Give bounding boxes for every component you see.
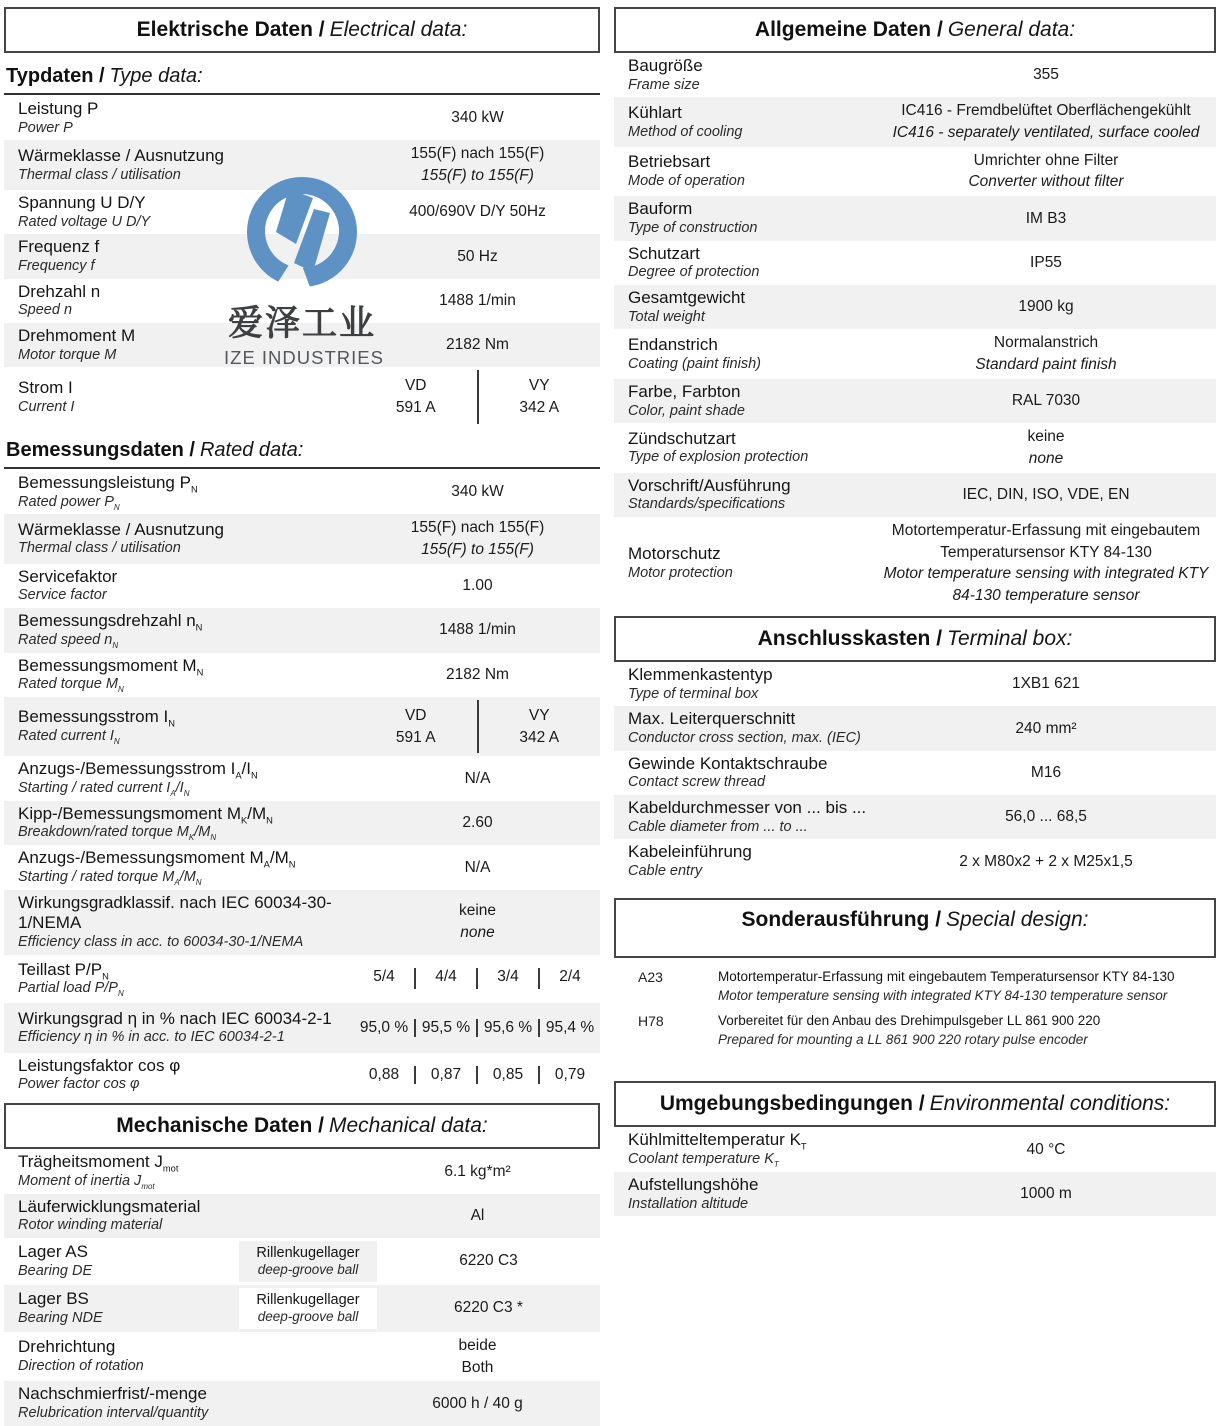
rated-current-table <box>355 700 600 753</box>
label-en: Type of explosion protection <box>628 449 809 466</box>
value: 2.60 <box>462 814 493 832</box>
label-en: Thermal class / utilisation <box>18 540 181 557</box>
label-en: Color, paint shade <box>628 402 745 419</box>
option-code: A23 <box>638 968 663 985</box>
data-row <box>614 196 1216 240</box>
section-header-environmental: Umgebungsbedingungen / Environmental conditions: <box>614 1081 1216 1127</box>
label-de: Gesamtgewicht <box>628 288 746 308</box>
mechanical-section <box>4 1149 600 1426</box>
data-row <box>614 795 1216 839</box>
label-de: Läuferwicklungsmaterial <box>18 1196 201 1216</box>
data-row <box>4 608 600 652</box>
bearing-value: 6220 C3 * <box>454 1299 523 1317</box>
value: Al <box>470 1206 485 1224</box>
label-en: Relubrication interval/quantity <box>18 1405 209 1422</box>
section-header-special-design: Sonderausführung / Special design: <box>614 898 1216 958</box>
label-en: Bearing DE <box>18 1263 93 1279</box>
label-en: Starting / rated current $I_A/I_N$ <box>18 780 190 798</box>
data-row <box>614 662 1216 706</box>
label-en: Rated torque $M_N$ <box>18 676 124 695</box>
label-en: Efficiency η in % in acc. to IEC 60034-2-1 <box>18 1029 285 1046</box>
option-text-de: Vorbereitet für den Anbau des Drehimpulsgeber LL 861 900 220 <box>718 1012 1101 1028</box>
data-row <box>614 706 1216 750</box>
left-column <box>4 7 600 1422</box>
data-row <box>614 379 1216 423</box>
label-de: Kabeldurchmesser von ... bis ... <box>628 798 867 818</box>
bearing-row <box>4 1285 600 1332</box>
option-text-en: Motor temperature sensing with integrated KTY 84-130 temperature sensor <box>718 987 1168 1003</box>
data-row <box>614 147 1216 196</box>
label-en: Moment of inertia $J_{mot}$ <box>18 1172 155 1191</box>
value: keine none <box>1027 428 1065 467</box>
data-row <box>614 1127 1216 1171</box>
data-row <box>614 53 1216 97</box>
label-de: Bemessungsleistung $P_N$ <box>18 472 198 495</box>
subsection-title-typdaten: Typdaten / Type data: <box>4 53 600 95</box>
data-row <box>614 839 1216 883</box>
value: 56,0 ... 68,5 <box>1005 808 1087 826</box>
value: 6.1 kg*m² <box>444 1162 511 1180</box>
label-en: Service factor <box>18 587 107 604</box>
label-de: Anzugs-/Bemessungsstrom $I_A/I_N$ <box>18 759 258 781</box>
value: IM B3 <box>1025 209 1067 227</box>
mechanical-rows <box>4 1149 600 1426</box>
value: 40 °C <box>1026 1140 1066 1158</box>
section-header-general: Allgemeine Daten / General data: <box>614 7 1216 53</box>
label-en: Frame size <box>628 76 700 93</box>
current-col-vy: VY 342 A <box>477 370 601 423</box>
right-column <box>614 7 1216 1322</box>
current-col-vd: VD 591 A <box>395 706 436 746</box>
data-row <box>4 140 600 189</box>
label-de: Frequenz f <box>18 237 100 257</box>
label-de: Bauform <box>628 199 693 219</box>
label-en: Current I <box>18 398 75 415</box>
label-de: Bemessungsmoment $M_N$ <box>18 655 204 677</box>
value: IEC, DIN, ISO, VDE, EN <box>962 485 1130 503</box>
row-current <box>4 367 600 426</box>
value: Normalanstrich Standard paint finish <box>975 334 1117 374</box>
bearing-type: Rillenkugellager deep-groove ball <box>239 1241 377 1282</box>
label-de: Schutzart <box>628 243 700 263</box>
value: beide Both <box>458 1336 497 1376</box>
section-header-terminal-box: Anschlusskasten / Terminal box: <box>614 616 1216 662</box>
label-de: Wirkungsgrad η in % nach IEC 60034-2-1 <box>18 1008 332 1028</box>
label-de: Drehrichtung <box>18 1337 116 1357</box>
label-de: Kühlmitteltemperatur $K_T$ <box>628 1130 807 1152</box>
label-de: Leistung P <box>18 99 99 118</box>
label-en: Partial load $P/P_N$ <box>18 980 124 999</box>
data-row <box>614 285 1216 329</box>
data-row <box>614 97 1216 146</box>
value: N/A <box>464 858 491 876</box>
label-en: Starting / rated torque $M_A/M_N$ <box>18 868 202 887</box>
value: 6000 h / 40 g <box>432 1394 523 1412</box>
data-row <box>4 845 600 889</box>
value: 2 x M80x2 + 2 x M25x1,5 <box>959 852 1133 870</box>
data-row <box>4 653 600 697</box>
data-row <box>4 323 600 367</box>
label-en: Breakdown/rated torque $M_K/M_N$ <box>18 824 217 843</box>
efficiency-row <box>4 1003 600 1053</box>
option-text-de: Motortemperatur-Erfassung mit eingebautem Temperatursensor KTY 84-130 <box>718 968 1175 984</box>
label-en: Mode of operation <box>628 173 745 189</box>
value: 240 mm² <box>1015 719 1077 737</box>
label-de: Teillast $P/P_N$ <box>18 959 109 981</box>
power-factor-row <box>4 1053 600 1097</box>
value: Umrichter ohne Filter Converter without filter <box>968 151 1124 191</box>
current-col-vd: VD 591 A <box>395 377 436 417</box>
value: 1900 kg <box>1018 298 1074 316</box>
value: 1XB1 621 <box>1011 675 1081 693</box>
watermark-latin-text: IZE INDUSTRIES <box>224 347 384 368</box>
type-data-rows <box>4 96 600 427</box>
data-row <box>614 473 1216 517</box>
power-factor-value: 0,79 <box>538 1066 600 1084</box>
label-de: Trägheitsmoment $J_{mot}$ <box>18 1152 179 1174</box>
value: 2182 Nm <box>446 336 509 354</box>
data-row <box>4 234 600 278</box>
current-col-vy: VY 342 A <box>477 700 601 753</box>
efficiency-value: 95,6 % <box>476 1019 538 1037</box>
efficiency-value: 95,4 % <box>538 1019 600 1037</box>
label-en: Cable diameter from ... to ... <box>628 818 808 835</box>
label-en: Installation altitude <box>628 1195 749 1212</box>
label-de: Baugröße <box>628 56 703 75</box>
label-de: Drehzahl n <box>18 281 101 301</box>
label-en: Power factor cos φ <box>18 1076 140 1093</box>
label-de: Bemessungsdrehzahl $n_N$ <box>18 611 203 633</box>
label-en: Direction of rotation <box>18 1358 144 1375</box>
label-de: Bemessungsstrom $I_N$ <box>18 707 175 729</box>
label-de: Gewinde Kontaktschraube <box>628 753 828 773</box>
option-code: H78 <box>638 1012 664 1029</box>
section-header-mechanical: Mechanische Daten / Mechanical data: <box>4 1103 600 1149</box>
data-row <box>4 96 600 140</box>
label-en: Cable entry <box>628 863 703 880</box>
data-row <box>4 1194 600 1238</box>
data-row <box>614 423 1216 472</box>
label-de: Kabeleinführung <box>628 842 752 862</box>
label-en: Bearing NDE <box>18 1310 103 1326</box>
data-row <box>614 517 1216 610</box>
label-de: Max. Leiterquerschnitt <box>628 709 796 729</box>
data-row <box>4 564 600 608</box>
data-row <box>614 329 1216 378</box>
label-de: Vorschrift/Ausführung <box>628 475 791 495</box>
label-de: Kipp-/Bemessungsmoment $M_K/M_N$ <box>18 803 273 826</box>
label-en: Rated power $P_N$ <box>18 493 120 512</box>
data-row <box>4 1381 600 1425</box>
power-factor-value: 0,87 <box>414 1066 476 1084</box>
bearing-value: 6220 C3 <box>459 1252 518 1270</box>
label-en: Motor torque M <box>18 346 117 363</box>
partial-load-row <box>4 955 600 1003</box>
section-header-electrical <box>4 7 600 53</box>
label-en: Rotor winding material <box>18 1217 163 1234</box>
header-en: Electrical data: <box>329 18 468 41</box>
partial-load-col: 4/4 <box>414 968 476 989</box>
label-en: Frequency f <box>18 257 95 274</box>
efficiency-value: 95,5 % <box>414 1019 476 1037</box>
value: N/A <box>464 769 491 787</box>
data-row <box>4 514 600 563</box>
general-data-rows <box>614 53 1216 610</box>
special-design-item <box>614 966 1216 1010</box>
label-en: Contact screw thread <box>628 774 766 791</box>
value: 1488 1/min <box>439 292 516 309</box>
label-en: Conductor cross section, max. (IEC) <box>628 729 861 746</box>
label-de: Kühlart <box>628 102 682 122</box>
power-factor-value: 0,88 <box>368 1065 400 1083</box>
value: 340 kW <box>451 109 504 127</box>
label-de: Lager BS <box>18 1289 89 1309</box>
label-de: Endanstrich <box>628 334 718 354</box>
environmental-rows <box>614 1127 1216 1216</box>
label-de: Strom I <box>18 377 73 397</box>
special-design-items <box>614 958 1216 1056</box>
label-de: Wärmeklasse / Ausnutzung <box>18 145 224 165</box>
row-rated-current <box>4 697 600 756</box>
data-row <box>4 756 600 800</box>
label-de: Farbe, Farbton <box>628 381 741 401</box>
label-de: Klemmenkastentyp <box>628 664 773 684</box>
label-en: Thermal class / utilisation <box>18 166 181 183</box>
label-en: Motor protection <box>628 564 733 581</box>
partial-load-col: 3/4 <box>476 968 538 989</box>
value: 340 kW <box>451 483 504 501</box>
label-de: Wirkungsgradklassif. nach IEC 60034-30-1/NEMA <box>18 892 332 933</box>
label-en: Speed n <box>18 302 73 319</box>
value: 50 Hz <box>457 247 498 265</box>
option-text-en: Prepared for mounting a LL 861 900 220 rotary pulse encoder <box>718 1031 1088 1047</box>
label-de: Anzugs-/Bemessungsmoment $M_A/M_N$ <box>18 848 296 870</box>
data-row <box>4 890 600 955</box>
label-en: Efficiency class in acc. to 60034-30-1/NEMA <box>18 934 304 951</box>
bearing-row <box>4 1238 600 1285</box>
subsection-title-bemessungsdaten: Bemessungsdaten / Rated data: <box>4 427 600 469</box>
label-de: Motorschutz <box>628 544 721 564</box>
data-row <box>614 751 1216 795</box>
value: 1000 m <box>1020 1185 1072 1203</box>
value: 155(F) nach 155(F) 155(F) to 155(F) <box>410 145 545 185</box>
label-de: Betriebsart <box>628 152 711 172</box>
partial-load-col: 2/4 <box>538 968 600 989</box>
value: Motortemperatur-Erfassung mit eingebautem Temperatursensor KTY 84-130 Motor temperature sensing with integrated KTY 84-130 temperature sensor <box>883 522 1209 605</box>
value: 400/690V D/Y 50Hz <box>409 203 546 221</box>
label-de: Nachschmierfrist/-menge <box>18 1384 207 1404</box>
terminal-box-rows <box>614 662 1216 884</box>
label-de: Servicefaktor <box>18 566 118 586</box>
partial-load-col: 5/4 <box>373 968 395 986</box>
data-row <box>614 1172 1216 1216</box>
special-design-item <box>614 1010 1216 1054</box>
label-en: Method of cooling <box>628 123 743 140</box>
label-en: Type of construction <box>628 219 758 236</box>
label-en: Degree of protection <box>628 264 760 281</box>
value: RAL 7030 <box>1011 392 1081 410</box>
data-row <box>614 241 1216 285</box>
data-row <box>4 190 600 234</box>
value: 155(F) nach 155(F) 155(F) to 155(F) <box>410 519 545 558</box>
value: IP55 <box>1030 253 1062 271</box>
data-row <box>4 1332 600 1381</box>
label-en: Total weight <box>628 308 705 325</box>
label-en: Rated voltage U D/Y <box>18 213 151 230</box>
data-row <box>4 1149 600 1193</box>
current-table <box>355 370 600 423</box>
label-en: Rated current $I_N$ <box>18 728 120 747</box>
label-en: Power P <box>18 119 73 136</box>
rated-data-rows <box>4 470 600 1097</box>
label-de: Drehmoment M <box>18 326 136 346</box>
label-de: Aufstellungshöhe <box>628 1174 759 1194</box>
value: 2182 Nm <box>446 665 509 683</box>
label-de: Wärmeklasse / Ausnutzung <box>18 519 224 539</box>
header-de: Elektrische Daten / <box>136 18 325 41</box>
label-en: Standards/specifications <box>628 496 786 513</box>
label-en: Type of terminal box <box>628 685 759 702</box>
data-row <box>4 801 600 845</box>
watermark-chinese-text: 爱泽工业 <box>227 304 376 343</box>
bearing-type: Rillenkugellager deep-groove ball <box>239 1288 377 1329</box>
label-de: Zündschutzart <box>628 428 736 448</box>
label-en: Rated speed $n_N$ <box>18 631 119 650</box>
value: IC416 - Fremdbelüftet Oberflächengekühlt IC416 - separately ventilated, surface cooled <box>892 102 1200 142</box>
label-en: Coolant temperature $K_T$ <box>628 1151 779 1170</box>
label-en: Coating (paint finish) <box>628 355 761 372</box>
data-row <box>4 279 600 323</box>
value: 1488 1/min <box>439 621 516 639</box>
value: 355 <box>1033 66 1059 84</box>
power-factor-value: 0,85 <box>476 1066 538 1084</box>
label-de: Lager AS <box>18 1242 88 1262</box>
data-row <box>4 470 600 514</box>
value: M16 <box>1030 763 1062 781</box>
label-de: Spannung U D/Y <box>18 192 146 212</box>
label-de: Leistungsfaktor cos φ <box>18 1055 181 1075</box>
value: 1.00 <box>462 577 493 595</box>
value: keine none <box>458 902 497 942</box>
efficiency-value: 95,0 % <box>359 1018 409 1036</box>
